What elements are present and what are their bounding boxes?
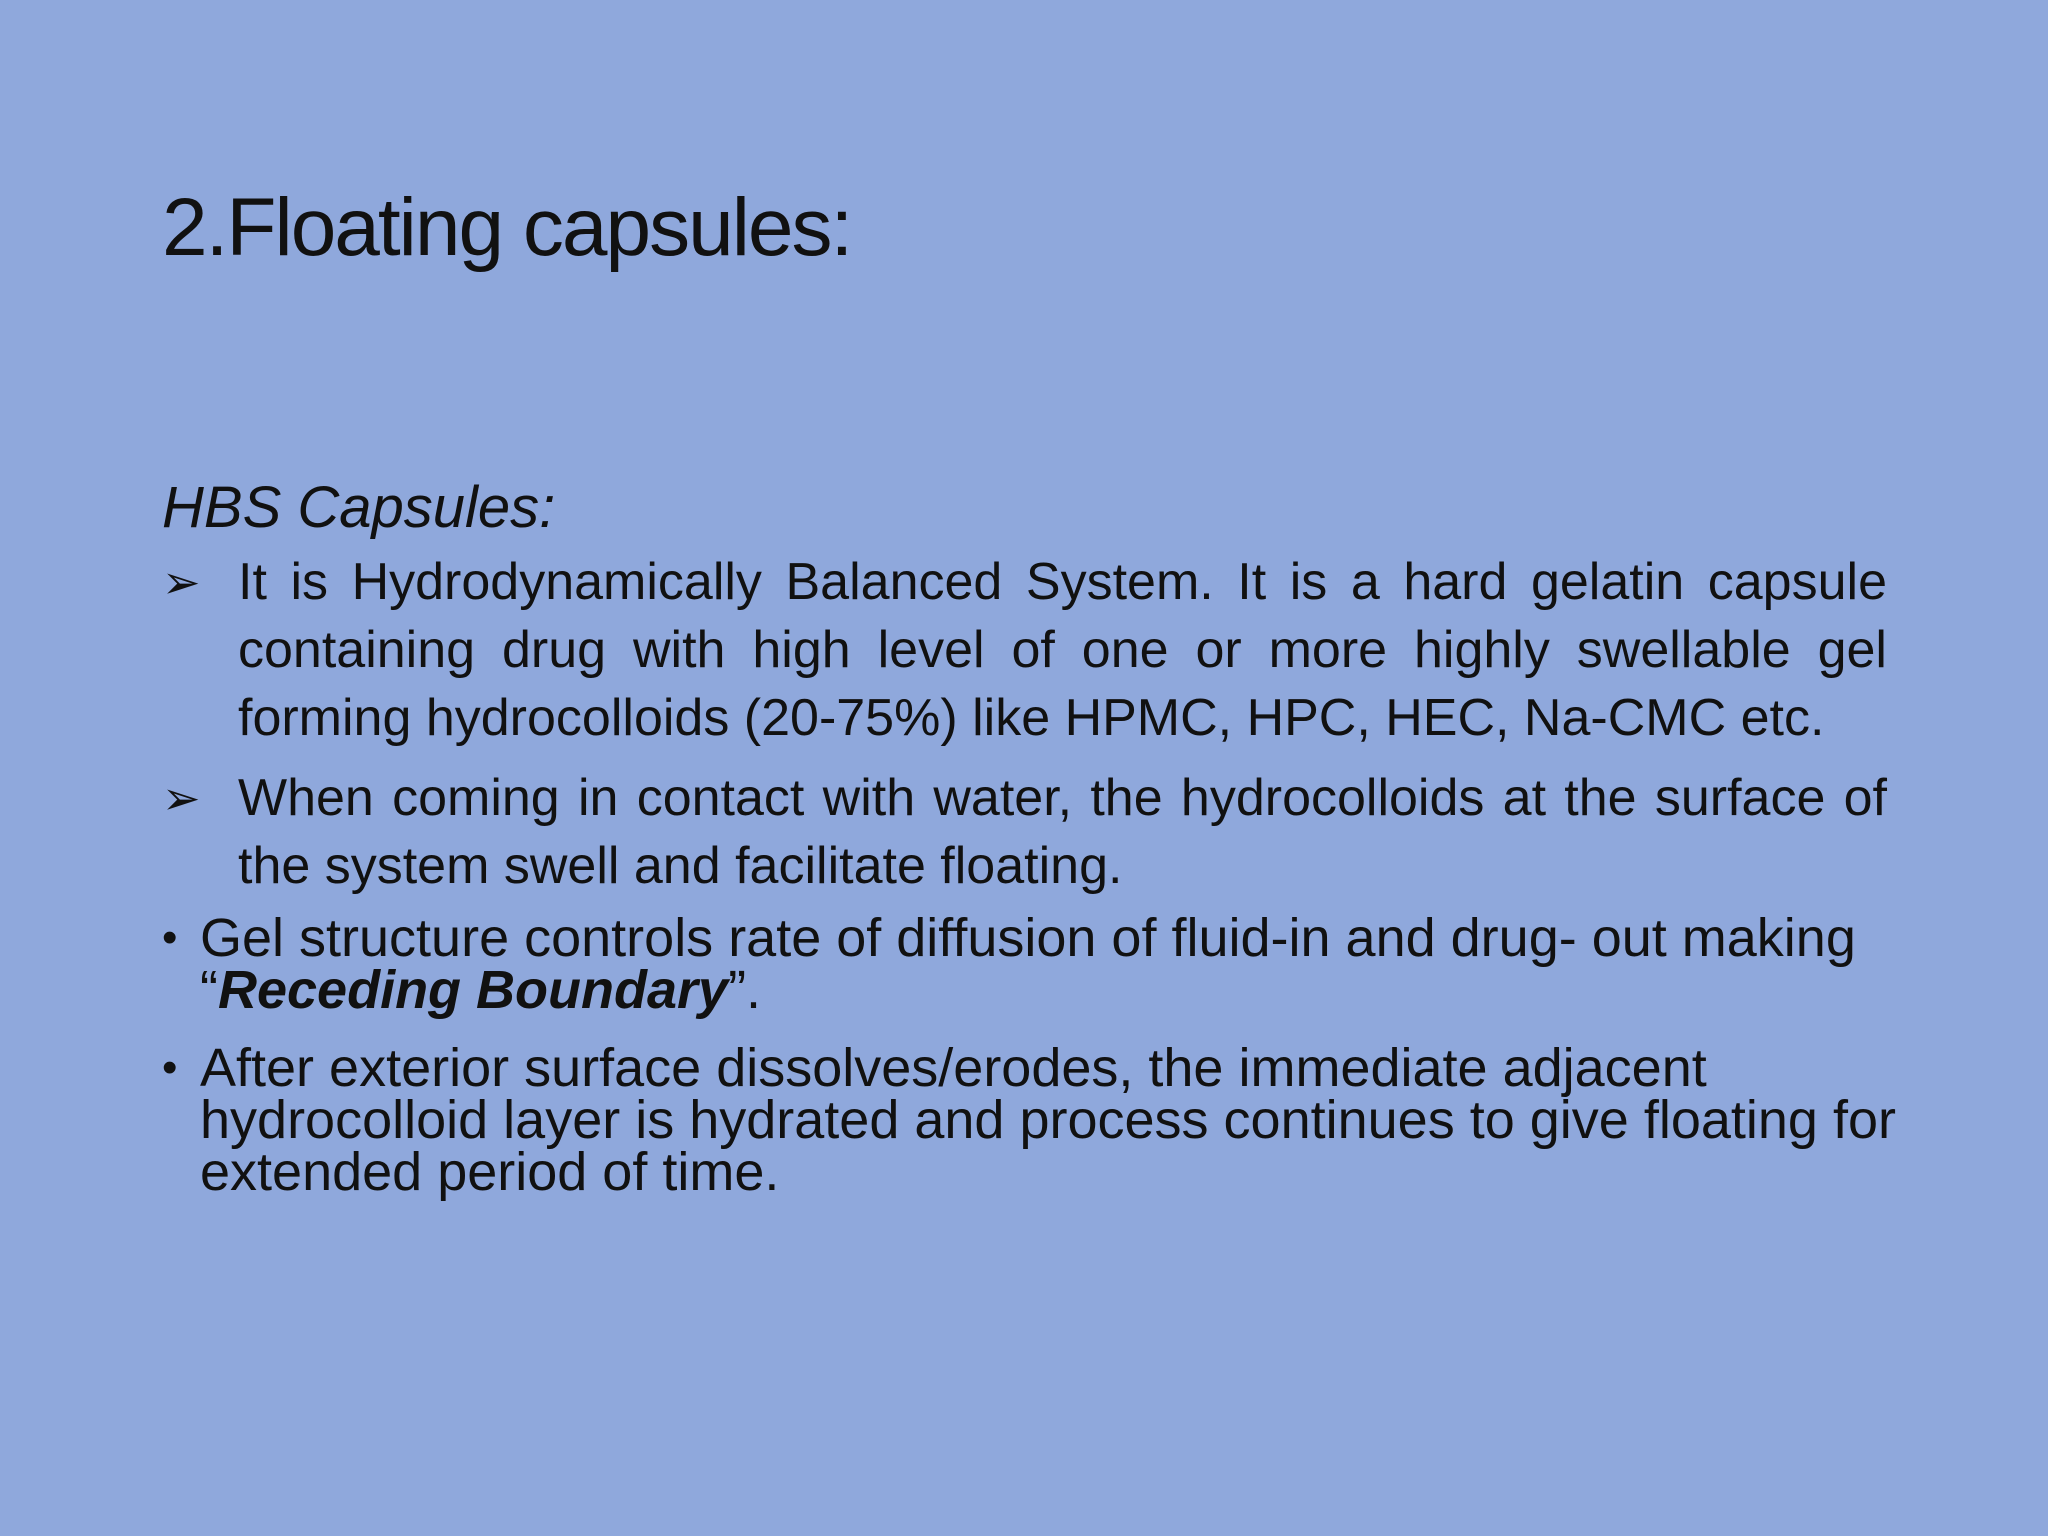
dot-bullet-list [162, 908, 1896, 1202]
arrowhead-bullet-icon: ➢ [162, 771, 201, 825]
arrow-bullet-text: When coming in contact with water, the hydrocolloids at the surface of the system swell and facilitate floating. [238, 769, 1887, 895]
arrow-bullet-text: It is Hydrodynamically Balanced System. It is a hard gelatin capsule containing drug with high level of one or more highly swellable gel forming hydrocolloids (20-75%) like HPMC, HPC, HEC, Na-CMC etc. [238, 553, 1887, 747]
subheading: HBS Capsules: [162, 475, 556, 540]
dot-bullet-item [162, 908, 1900, 1020]
arrow-bullet-item [162, 548, 1887, 752]
dot-bullet-text: After exterior surface dissolves/erodes, the immediate adjacent hydrocolloid layer is hydrated and process continues to give floating for extended period of time. [200, 1038, 1896, 1202]
emphasized-term: Receding Boundary [217, 960, 729, 1020]
arrowhead-bullet-icon: ➢ [162, 555, 201, 609]
dot-bullet-item [162, 1038, 1900, 1202]
round-bullet-icon: • [162, 1043, 178, 1092]
dot-bullet-text-start: Gel structure controls rate of diffusion of fluid-in and drug- out making “ [200, 908, 1856, 1020]
arrow-bullet-item [162, 764, 1887, 900]
slide-body [162, 470, 1896, 1224]
slide-title: 2.Floating capsules: [162, 182, 852, 273]
round-bullet-icon: • [162, 913, 178, 962]
dot-bullet-text-end: ”. [728, 960, 762, 1020]
